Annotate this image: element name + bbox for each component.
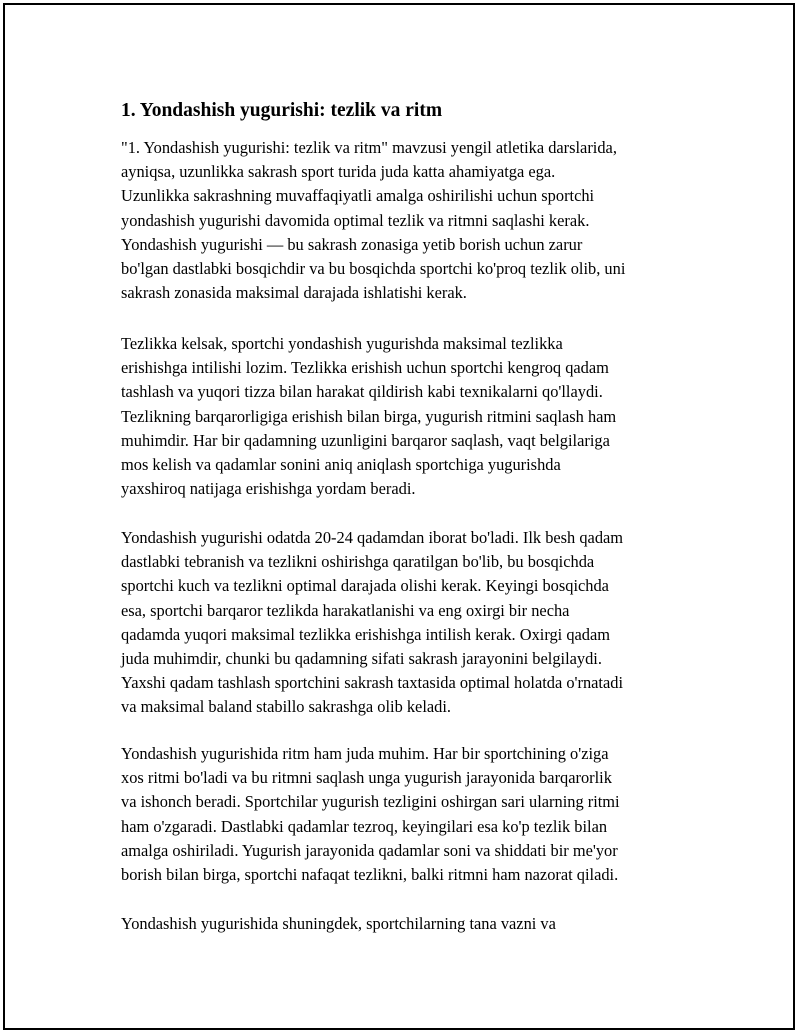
text-line: borish bilan birga, sportchi nafaqat tezlikni, balki ritmni ham nazorat qiladi. xyxy=(121,865,619,885)
text-line: xos ritmi bo'ladi va bu ritmni saqlash unga yugurish jarayonida barqarorlik xyxy=(121,768,612,788)
text-line: muhimdir. Har bir qadamning uzunligini barqaror saqlash, vaqt belgilariga xyxy=(121,430,610,450)
paragraph-2 xyxy=(121,332,616,501)
text-line: qadamda yuqori maksimal tezlikka erishishga intilish kerak. Oxirgi qadam xyxy=(121,624,611,644)
text-line: Tezlikka kelsak, sportchi yondashish yugurishda maksimal tezlikka xyxy=(121,334,563,353)
text-line: Yondashish yugurishi — bu sakrash zonasiga yetib borish uchun zarur xyxy=(121,234,583,254)
text-line: erishishga intilishi lozim. Tezlikka erishish uchun sportchi kengroq qadam xyxy=(121,358,609,378)
text-line: va maksimal baland stabillo sakrashga olib keladi. xyxy=(121,697,452,717)
document-page xyxy=(3,3,795,1030)
text-line: sakrash zonasida maksimal darajada ishlatishi kerak. xyxy=(121,283,467,303)
paragraph-1 xyxy=(121,136,625,305)
text-line: yondashish yugurishi davomida optimal tezlik va ritmni saqlashi kerak. xyxy=(121,210,590,230)
text-line: Tezlikning barqarorligiga erishish bilan birga, yugurish ritmini saqlash ham xyxy=(121,406,617,426)
text-line: amalga oshiriladi. Yugurish jarayonida qadamlar soni va shiddati bir me'yor xyxy=(121,840,618,860)
section-heading: 1. Yondashish yugurishi: tezlik va ritm xyxy=(121,100,443,121)
text-line: mos kelish va qadamlar sonini aniq aniqlash sportchiga yugurishda xyxy=(121,455,561,475)
paragraph-3 xyxy=(121,526,623,720)
text-line: ayniqsa, uzunlikka sakrash sport turida juda katta ahamiyatga ega. xyxy=(121,162,556,182)
text-line: Yaxshi qadam tashlash sportchini sakrash taxtasida optimal holatda o'rnatadi xyxy=(121,673,624,693)
text-line: Yondashish yugurishi odatda 20-24 qadamdan iborat bo'ladi. Ilk besh qadam xyxy=(121,528,624,547)
text-line: sportchi kuch va tezlikni optimal darajada olishi kerak. Keyingi bosqichda xyxy=(121,576,609,596)
text-line: Yondashish yugurishida shuningdek, sportchilarning tana vazni va xyxy=(121,914,556,933)
text-line: Uzunlikka sakrashning muvaffaqiyatli amalga oshirilishi uchun sportchi xyxy=(121,186,595,206)
paragraph-4 xyxy=(121,742,620,887)
text-line: esa, sportchi barqaror tezlikda harakatlanishi va eng oxirgi bir necha xyxy=(121,600,570,620)
text-line: tashlash va yuqori tizza bilan harakat qildirish kabi texnikalarni qo'llaydi. xyxy=(121,382,603,402)
text-line: ham o'zgaradi. Dastlabki qadamlar tezroq, keyingilari esa ko'p tezlik bilan xyxy=(121,816,608,836)
text-line: yaxshiroq natijaga erishishga yordam beradi. xyxy=(121,479,416,499)
text-line: juda muhimdir, chunki bu qadamning sifati sakrash jarayonini belgilaydi. xyxy=(121,649,602,669)
text-line: "1. Yondashish yugurishi: tezlik va ritm" mavzusi yengil atletika darslarida, xyxy=(121,138,617,157)
text-line: va ishonch beradi. Sportchilar yugurish tezligini oshirgan sari ularning ritmi xyxy=(121,792,620,812)
text-line: Yondashish yugurishida ritm ham juda muhim. Har bir sportchining o'ziga xyxy=(121,744,609,763)
text-line: bo'lgan dastlabki bosqichdir va bu bosqichda sportchi ko'proq tezlik olib, uni xyxy=(121,259,626,279)
text-line: dastlabki tebranish va tezlikni oshirishga qaratilgan bo'lib, bu bosqichda xyxy=(121,552,595,572)
paragraph-5 xyxy=(121,912,556,936)
